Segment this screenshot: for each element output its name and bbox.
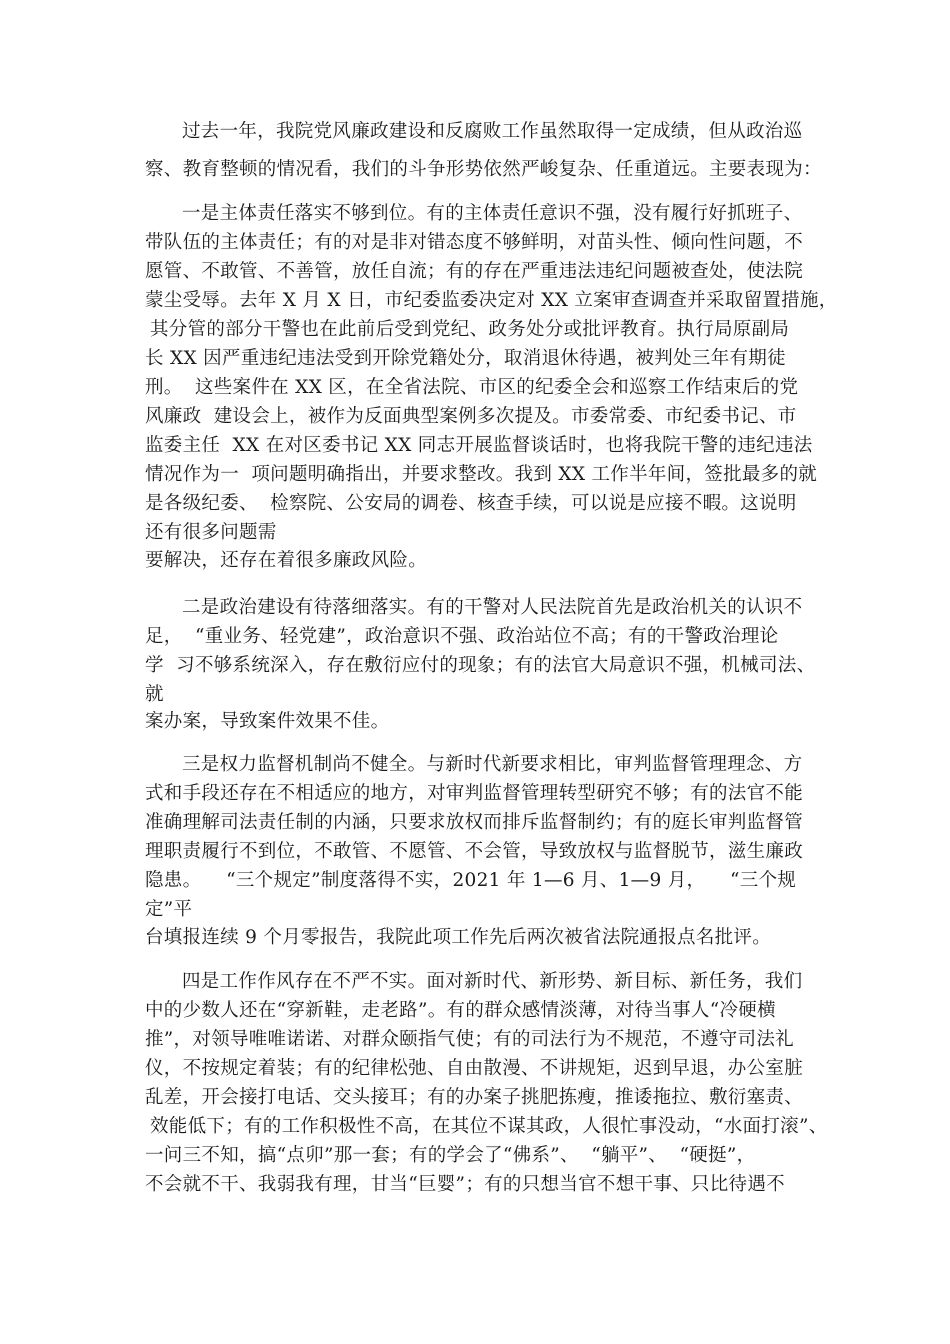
paragraph-4-line-6: 定”平 xyxy=(145,899,193,920)
paragraph-5-line-6: 效能低下；有的工作积极性不高，在其位不谋其政，人很忙事没动，“水面打滚”、 xyxy=(150,1116,828,1137)
paragraph-5-line-1: 四是工作作风存在不严不实。面对新时代、新形势、新目标、新任务，我们 xyxy=(182,971,803,992)
paragraph-2-line-11: 是各级纪委、 检察院、公安局的调卷、核查手续，可以说是应接不暇。这说明 xyxy=(145,493,797,514)
paragraph-2-line-6: 长 XX 因严重违纪违法受到开除党籍处分，取消退休待遇，被判处三年有期徒 xyxy=(145,348,786,369)
paragraph-4-line-4: 理职责履行不到位，不敢管、不愿管、不会管，导致放权与监督脱节，滋生廉政 xyxy=(145,841,804,862)
paragraph-2-line-7: 刑。 这些案件在 XX 区，在全省法院、市区的纪委全会和巡察工作结束后的党 xyxy=(145,377,799,398)
paragraph-4-line-2: 式和手段还存在不相适应的地方，对审判监督管理转型研究不够；有的法官不能 xyxy=(145,783,804,804)
paragraph-4-line-7: 台填报连续 9 个月零报告，我院此项工作先后两次被省法院通报点名批评。 xyxy=(145,927,772,948)
paragraph-2-line-5: 其分管的部分干警也在此前后受到党纪、政务处分或批评教育。执行局原副局 xyxy=(150,319,790,340)
paragraph-4-line-1: 三是权力监督机制尚不健全。与新时代新要求相比，审判监督管理理念、方 xyxy=(182,754,803,775)
paragraph-5-line-4: 仪，不按规定着装；有的纪律松弛、自由散漫、不讲规矩，迟到早退，办公室脏 xyxy=(145,1058,804,1079)
paragraph-2-line-2: 带队伍的主体责任；有的对是非对错态度不够鲜明，对苗头性、倾向性问题，不 xyxy=(145,232,804,253)
paragraph-2-line-8: 风廉政 建设会上，被作为反面典型案例多次提及。市委常委、市纪委书记、市 xyxy=(145,406,797,427)
paragraph-5-line-8: 不会就不干、我弱我有理，甘当“巨婴”；有的只想当官不想干事、只比待遇不 xyxy=(145,1174,785,1195)
paragraph-5-line-3: 推”，对领导唯唯诺诺、对群众颐指气使；有的司法行为不规范，不遵守司法礼 xyxy=(145,1029,794,1050)
paragraph-3-line-5: 案办案，导致案件效果不佳。 xyxy=(145,711,390,732)
paragraph-4-line-5: 隐患。 “三个规定”制度落得不实，2021 年 1—6 月、1—9 月， “三个规 xyxy=(145,870,797,891)
paragraph-2-line-9: 监委主任 XX 在对区委书记 XX 同志开展监督谈话时，也将我院干警的违纪违法 xyxy=(145,435,813,456)
paragraph-3-line-1: 二是政治建设有待落细落实。有的干警对人民法院首先是政治机关的认识不 xyxy=(182,597,803,618)
paragraph-2-line-10: 情况作为一 项问题明确指出，并要求整改。我到 XX 工作半年间，签批最多的就 xyxy=(145,464,818,485)
paragraph-1-line-2: 察、教育整顿的情况看，我们的斗争形势依然严峻复杂、任重道远。主要表现为： xyxy=(145,159,822,180)
paragraph-3-line-2: 足， “重业务、轻党建”，政治意识不强、政治站位不高；有的干警政治理论 xyxy=(145,626,779,647)
paragraph-2-line-12: 还有很多问题需 xyxy=(145,522,277,543)
paragraph-2-line-3: 愿管、不敢管、不善管，放任自流；有的存在严重违法违纪问题被查处，使法院 xyxy=(145,261,804,282)
paragraph-3-line-3: 学 习不够系统深入，存在敷衍应付的现象；有的法官大局意识不强，机械司法、 xyxy=(145,655,816,676)
paragraph-2-line-4: 蒙尘受辱。去年 X 月 X 日，市纪委监委决定对 XX 立案审查调查并采取留置措施， xyxy=(145,290,838,311)
paragraph-5-line-5: 乱差，开会接打电话、交头接耳；有的办案子挑肥拣瘦，推诿拖拉、敷衍塞责、 xyxy=(145,1087,804,1108)
paragraph-1-line-1: 过去一年，我院党风廉政建设和反腐败工作虽然取得一定成绩，但从政治巡 xyxy=(182,121,803,142)
paragraph-5-line-2: 中的少数人还在“穿新鞋，走老路”。有的群众感情淡薄，对待当事人“冷硬横 xyxy=(145,1000,776,1021)
paragraph-5-line-7: 一问三不知，搞“点卯”那一套；有的学会了“佛系”、 “躺平”、 “硬挺”， xyxy=(145,1145,756,1166)
paragraph-2-line-13: 要解决，还存在着很多廉政风险。 xyxy=(145,550,428,571)
paragraph-2-line-1: 一是主体责任落实不够到位。有的主体责任意识不强，没有履行好抓班子、 xyxy=(182,203,803,224)
paragraph-3-line-4: 就 xyxy=(145,684,164,705)
paragraph-4-line-3: 准确理解司法责任制的内涵，只要求放权而排斥监督制约；有的庭长审判监督管 xyxy=(145,812,804,833)
